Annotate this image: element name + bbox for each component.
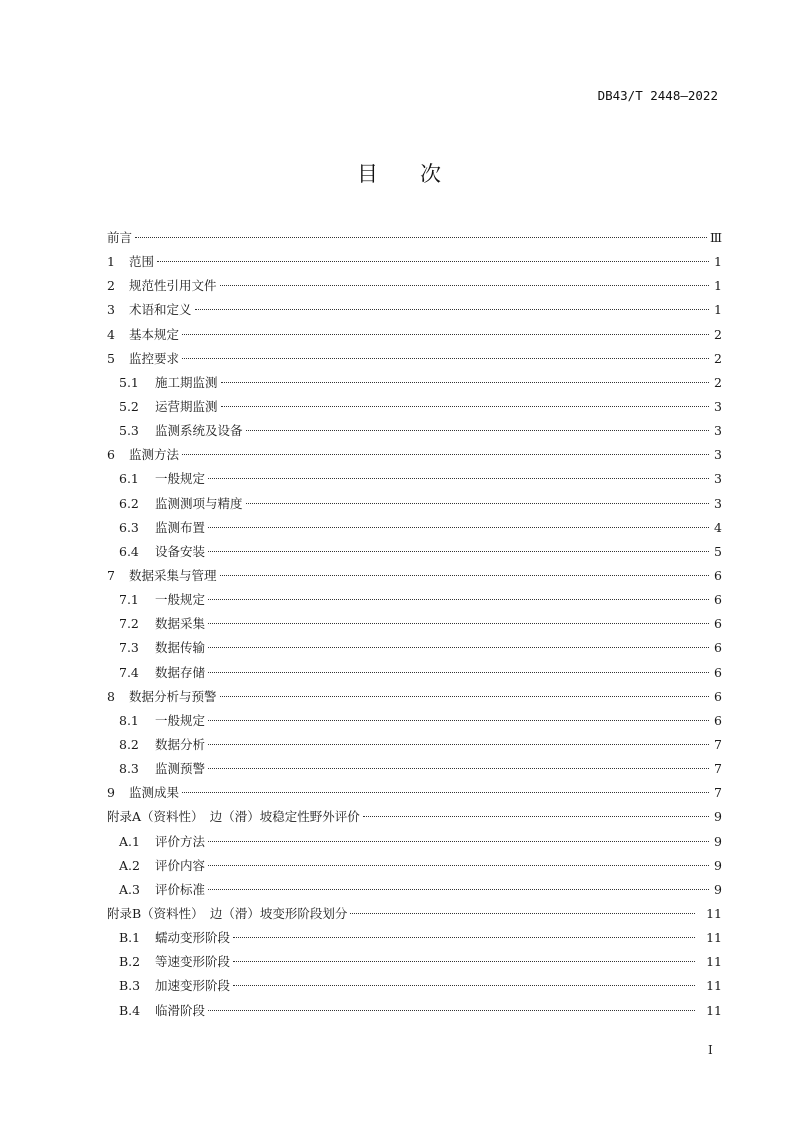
- toc-entry[interactable]: [107, 419, 722, 443]
- toc-entry[interactable]: [107, 298, 722, 322]
- toc-entry[interactable]: [107, 540, 722, 564]
- toc-entry-label: 监测成果: [129, 785, 180, 801]
- toc-entry-number: 8.2: [119, 736, 139, 752]
- dot-leader: [221, 382, 709, 383]
- dot-leader: [220, 696, 709, 697]
- toc-entry-page: 11: [706, 930, 722, 946]
- toc-entry[interactable]: [107, 250, 722, 274]
- toc-entry-number: A.1: [119, 833, 140, 849]
- toc-entry-label: 评价标准: [155, 881, 206, 897]
- toc-entry-page: 6: [714, 688, 722, 704]
- toc-entry[interactable]: [107, 443, 722, 467]
- toc-entry-page: 3: [714, 398, 722, 414]
- toc-entry-label: 施工期监测: [155, 374, 218, 390]
- toc-entry-page: Ⅲ: [709, 230, 722, 245]
- dot-leader: [246, 503, 709, 504]
- toc-entry[interactable]: [107, 805, 722, 829]
- toc-entry[interactable]: [107, 781, 722, 805]
- toc-entry-number: 7: [107, 567, 115, 583]
- toc-entry[interactable]: [107, 564, 722, 588]
- toc-entry-label: 术语和定义: [129, 302, 192, 318]
- dot-leader: [208, 551, 709, 552]
- toc-entry-number: 6.2: [119, 495, 139, 511]
- toc-entry[interactable]: [107, 999, 722, 1023]
- toc-entry-page: 6: [714, 592, 722, 608]
- dot-leader: [208, 889, 709, 890]
- toc-entry-page: 7: [714, 761, 722, 777]
- dot-leader: [221, 406, 709, 407]
- toc-entry-page: 9: [714, 809, 722, 825]
- toc-entry[interactable]: [107, 661, 722, 685]
- toc-entry-page: 11: [706, 1002, 722, 1018]
- dot-leader: [182, 334, 709, 335]
- toc-entry-page: 1: [714, 254, 722, 270]
- toc-entry-number: 7.2: [119, 616, 139, 632]
- toc-entry-page: 6: [714, 712, 722, 728]
- dot-leader: [233, 985, 695, 986]
- toc-entry-page: 6: [714, 616, 722, 632]
- toc-entry[interactable]: [107, 974, 722, 998]
- toc-entry-page: 9: [714, 857, 722, 873]
- toc-entry[interactable]: [107, 516, 722, 540]
- page-title: [0, 158, 800, 188]
- dot-leader: [208, 744, 709, 745]
- toc-entry-label: 前言: [107, 230, 133, 245]
- dot-leader: [208, 841, 709, 842]
- toc-entry-number: 5.2: [119, 398, 139, 414]
- table-of-contents: [107, 226, 722, 1023]
- toc-entry-label: 监测方法: [129, 447, 180, 463]
- toc-entry-number: 8.3: [119, 761, 139, 777]
- dot-leader: [208, 865, 709, 866]
- toc-entry-page: 11: [706, 905, 722, 921]
- toc-entry-number: B.3: [119, 978, 141, 994]
- toc-entry-page: 3: [714, 471, 722, 487]
- toc-entry-number: 5.1: [119, 374, 139, 390]
- dot-leader: [208, 672, 709, 673]
- toc-entry-number: A.2: [119, 857, 140, 873]
- toc-entry-label: 监测预警: [155, 761, 206, 777]
- toc-entry-number: 8.1: [119, 712, 139, 728]
- toc-entry-number: 6.1: [119, 471, 139, 487]
- toc-entry-label: 监测测项与精度: [155, 495, 243, 511]
- toc-entry-page: 3: [714, 495, 722, 511]
- toc-entry-label: 评价方法: [155, 833, 206, 849]
- toc-entry-label: 规范性引用文件: [129, 278, 217, 294]
- toc-entry-label: 监测系统及设备: [155, 423, 243, 439]
- dot-leader: [208, 720, 709, 721]
- toc-entry[interactable]: [107, 371, 722, 395]
- toc-entry-number: 3: [107, 302, 115, 318]
- toc-entry-number: 8: [107, 688, 115, 704]
- toc-entry-page: 6: [714, 640, 722, 656]
- toc-entry[interactable]: [107, 757, 722, 781]
- toc-entry-page: 6: [714, 664, 722, 680]
- dot-leader: [220, 285, 709, 286]
- toc-entry-page: 3: [714, 423, 722, 439]
- dot-leader: [208, 623, 709, 624]
- toc-entry-label: 等速变形阶段: [155, 954, 231, 970]
- toc-entry-label: 范围: [129, 254, 155, 270]
- toc-entry-page: 5: [714, 543, 722, 559]
- toc-entry[interactable]: [107, 588, 722, 612]
- toc-entry-label: 数据采集与管理: [129, 567, 217, 583]
- dot-leader: [208, 647, 709, 648]
- toc-entry-number: 6.3: [119, 519, 139, 535]
- toc-entry[interactable]: [107, 323, 722, 347]
- toc-entry-label: 监测布置: [155, 519, 206, 535]
- toc-entry-number: 1: [107, 254, 115, 270]
- toc-entry-number: A.3: [119, 881, 140, 897]
- toc-entry-label: 一般规定: [155, 712, 206, 728]
- toc-entry-label: 数据分析: [155, 736, 206, 752]
- toc-entry-page: 9: [714, 833, 722, 849]
- toc-entry-label: 数据采集: [155, 616, 206, 632]
- dot-leader: [233, 961, 695, 962]
- dot-leader: [182, 358, 709, 359]
- dot-leader: [208, 478, 709, 479]
- toc-entry-number: B.4: [119, 1002, 141, 1018]
- toc-entry[interactable]: [107, 926, 722, 950]
- toc-entry-label: 临滑阶段: [155, 1002, 206, 1018]
- title-char-2: 次: [420, 162, 443, 186]
- toc-entry[interactable]: [107, 830, 722, 854]
- toc-entry[interactable]: [107, 733, 722, 757]
- standard-code: DB43/T 2448—2022: [597, 88, 718, 103]
- toc-entry-page: 9: [714, 881, 722, 897]
- toc-entry-label: 附录B（资料性） 边（滑）坡变形阶段划分: [107, 905, 348, 921]
- toc-entry[interactable]: [107, 347, 722, 371]
- toc-entry-number: 7.1: [119, 592, 139, 608]
- dot-leader: [208, 527, 709, 528]
- dot-leader: [157, 261, 709, 262]
- toc-entry-number: B.2: [119, 954, 141, 970]
- toc-entry-label: 附录A（资料性） 边（滑）坡稳定性野外评价: [107, 809, 360, 825]
- toc-entry-page: 7: [714, 736, 722, 752]
- toc-entry-label: 运营期监测: [155, 398, 218, 414]
- dot-leader: [246, 430, 709, 431]
- toc-entry-number: 7.4: [119, 664, 139, 680]
- toc-entry-label: 监控要求: [129, 350, 180, 366]
- toc-entry-number: 4: [107, 326, 115, 342]
- toc-entry-number: 7.3: [119, 640, 139, 656]
- dot-leader: [182, 454, 709, 455]
- toc-entry-label: 一般规定: [155, 471, 206, 487]
- toc-entry-number: 9: [107, 785, 115, 801]
- toc-entry-page: 7: [714, 785, 722, 801]
- toc-entry-page: 6: [714, 567, 722, 583]
- toc-entry-page: 11: [706, 978, 722, 994]
- toc-entry-label: 数据存储: [155, 664, 206, 680]
- toc-entry[interactable]: [107, 395, 722, 419]
- dot-leader: [350, 913, 695, 914]
- footer-page-number: I: [708, 1043, 713, 1057]
- toc-entry-page: 2: [714, 326, 722, 342]
- toc-entry[interactable]: [107, 950, 722, 974]
- toc-entry[interactable]: [107, 492, 722, 516]
- toc-entry-label: 设备安装: [155, 543, 206, 559]
- dot-leader: [135, 237, 707, 238]
- toc-entry-number: 6.4: [119, 543, 139, 559]
- toc-entry-label: 一般规定: [155, 592, 206, 608]
- dot-leader: [208, 599, 709, 600]
- dot-leader: [233, 937, 695, 938]
- toc-entry-number: 2: [107, 278, 115, 294]
- dot-leader: [220, 575, 709, 576]
- toc-entry[interactable]: [107, 612, 722, 636]
- dot-leader: [195, 309, 709, 310]
- toc-entry[interactable]: [107, 854, 722, 878]
- toc-entry-label: 加速变形阶段: [155, 978, 231, 994]
- dot-leader: [182, 792, 709, 793]
- dot-leader: [208, 1010, 695, 1011]
- toc-entry-label: 评价内容: [155, 857, 206, 873]
- toc-entry-label: 数据传输: [155, 640, 206, 656]
- toc-entry-page: 1: [714, 302, 722, 318]
- toc-entry-number: 5.3: [119, 423, 139, 439]
- toc-entry[interactable]: [107, 902, 722, 926]
- toc-entry-label: 数据分析与预警: [129, 688, 217, 704]
- toc-entry-page: 11: [706, 954, 722, 970]
- toc-entry-number: 5: [107, 350, 115, 366]
- toc-entry-label: 蠕动变形阶段: [155, 930, 231, 946]
- dot-leader: [363, 816, 709, 817]
- toc-entry[interactable]: [107, 709, 722, 733]
- toc-entry-label: 基本规定: [129, 326, 180, 342]
- dot-leader: [208, 768, 709, 769]
- toc-entry[interactable]: [107, 467, 722, 491]
- toc-entry[interactable]: [107, 636, 722, 660]
- toc-entry[interactable]: [107, 226, 722, 250]
- toc-entry[interactable]: [107, 274, 722, 298]
- toc-entry[interactable]: [107, 878, 722, 902]
- toc-entry-number: B.1: [119, 930, 141, 946]
- toc-entry-page: 4: [714, 519, 722, 535]
- toc-entry-page: 3: [714, 447, 722, 463]
- toc-entry[interactable]: [107, 685, 722, 709]
- title-char-1: 目: [357, 162, 380, 186]
- toc-entry-page: 2: [714, 350, 722, 366]
- toc-entry-number: 6: [107, 447, 115, 463]
- toc-entry-page: 1: [714, 278, 722, 294]
- toc-entry-page: 2: [714, 374, 722, 390]
